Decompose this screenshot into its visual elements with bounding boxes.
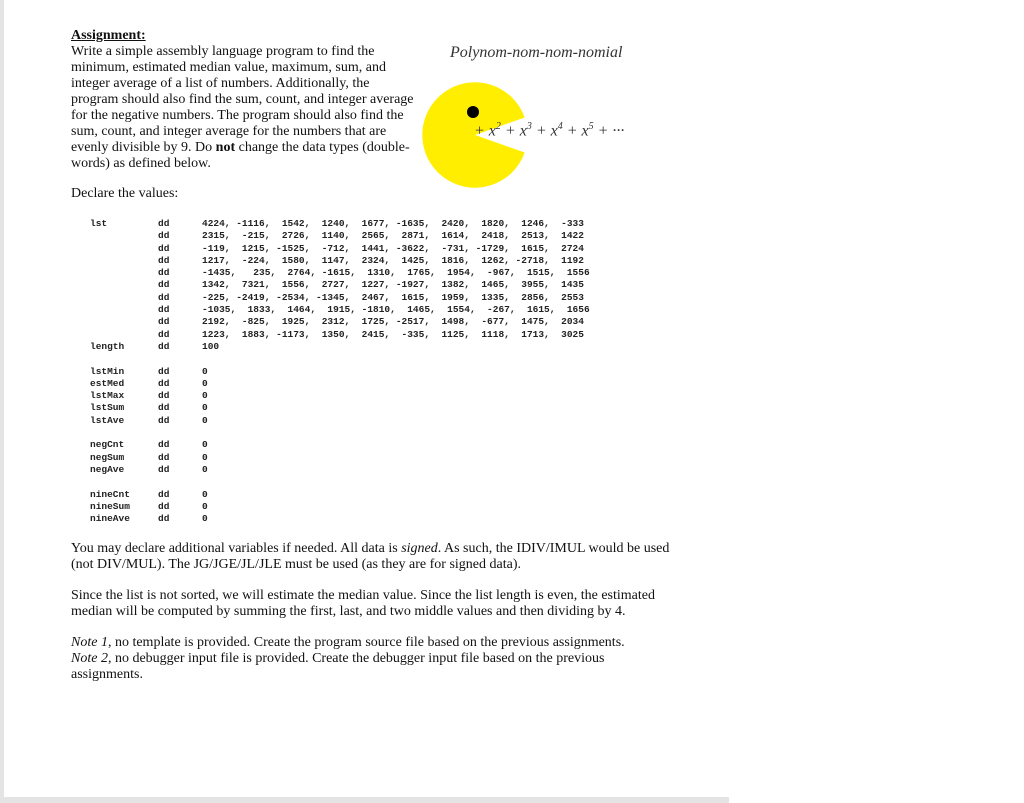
- declare-values-text: Declare the values:: [71, 186, 179, 201]
- var-label: [90, 279, 158, 291]
- var-label: [90, 230, 158, 242]
- data-type: dd: [158, 242, 170, 254]
- intro-text-part1: Write a simple assembly language program to find the minimum, estimated median value, maximum, sum, and integer average of a list of numbers. Additionally, the program should also find the sum, count, and integer average for the negative numbers. The program should also find the sum, count, and integer average for the numbers that are evenly divisible by 9. Do: [71, 44, 414, 155]
- var-row: [90, 464, 590, 476]
- var-label: lstMin: [90, 365, 125, 377]
- note2-label: Note 2: [71, 651, 108, 666]
- data-declarations: [90, 218, 590, 525]
- var-label: negSum: [90, 451, 125, 463]
- var-value: -119, 1215, -1525, -712, 1441, -3622, -731, -1729, 1615, 2724: [202, 242, 584, 254]
- var-value: 0: [202, 365, 208, 377]
- declarations-table: [90, 218, 590, 525]
- var-value: -225, -2419, -2534, -1345, 2467, 1615, 1959, 1335, 2856, 2553: [202, 291, 584, 303]
- var-label: estMed: [90, 377, 125, 389]
- pacman-eye: [467, 106, 479, 118]
- var-value: 1217, -224, 1580, 1147, 2324, 1425, 1816, 1262, -2718, 1192: [202, 254, 584, 266]
- var-label: [90, 255, 158, 267]
- data-type: dd: [158, 414, 170, 426]
- data-type: dd: [158, 279, 170, 291]
- assignment-heading: Assignment:: [71, 28, 146, 43]
- var-value: 1223, 1883, -1173, 1350, 2415, -335, 1125, 1118, 1713, 3025: [202, 328, 584, 340]
- data-type: dd: [158, 365, 170, 377]
- var-row: [90, 402, 590, 414]
- data-type: dd: [158, 500, 170, 512]
- data-type: dd: [158, 230, 170, 242]
- lst-data-row: [90, 329, 590, 341]
- var-row: [90, 489, 590, 501]
- var-label: nineAve: [90, 513, 130, 525]
- length-row: [90, 341, 590, 353]
- note1-text: , no template is provided. Create the program source file based on the previous assignments.: [107, 635, 625, 650]
- var-value: 0: [202, 451, 208, 463]
- data-type: dd: [158, 390, 170, 402]
- data-type: dd: [158, 340, 170, 352]
- data-type: dd: [158, 291, 170, 303]
- var-label: [90, 243, 158, 255]
- data-type: dd: [158, 377, 170, 389]
- var-value: 0: [202, 377, 208, 389]
- page-left-border: [0, 0, 4, 803]
- median-paragraph: Since the list is not sorted, we will estimate the median value. Since the list length is even, the estimated median will be computed by summing the first, last, and two middle values and then dividing by 4.: [71, 588, 655, 619]
- spacer-row: [90, 427, 590, 439]
- var-value: 0: [202, 390, 208, 402]
- var-value: 100: [202, 340, 220, 352]
- lst-data-row: [90, 279, 590, 291]
- p1-text-a: You may declare additional variables if needed. All data is: [71, 541, 402, 556]
- data-type: dd: [158, 304, 170, 316]
- data-type: dd: [158, 328, 170, 340]
- var-row: [90, 452, 590, 464]
- var-label: [90, 329, 158, 341]
- var-row: [90, 439, 590, 451]
- data-type: dd: [158, 267, 170, 279]
- var-label: [90, 316, 158, 328]
- polynomial-series: + $x^2 + x^3 + x^4 + x^5$ + ···: [474, 121, 625, 140]
- var-value: -1435, 235, 2764, -1615, 1310, 1765, 1954, -967, 1515, 1556: [202, 267, 590, 279]
- var-value: 2192, -825, 1925, 2312, 1725, -2517, 1498, -677, 1475, 2034: [202, 316, 584, 328]
- intro-text-part2: change the data types (double-words) as defined below.: [71, 140, 410, 171]
- intro-not-emphasis: not: [215, 140, 236, 155]
- var-label: lstMax: [90, 390, 125, 402]
- lst-data-row: [90, 267, 590, 279]
- var-value: 0: [202, 500, 208, 512]
- var-label: nineSum: [90, 500, 130, 512]
- var-row: [90, 366, 590, 378]
- assignment-intro: [71, 28, 416, 172]
- var-label: [90, 292, 158, 304]
- var-label: length: [90, 340, 125, 352]
- page-bottom-border: [0, 797, 729, 803]
- lst-data-row: [90, 292, 590, 304]
- var-value: 0: [202, 513, 208, 525]
- note1-label: Note 1: [71, 635, 108, 650]
- lst-data-row: [90, 304, 590, 316]
- var-row: [90, 501, 590, 513]
- var-value: 0: [202, 463, 208, 475]
- data-type: dd: [158, 451, 170, 463]
- data-type: dd: [158, 488, 170, 500]
- var-row: [90, 378, 590, 390]
- data-type: dd: [158, 513, 170, 525]
- data-type: dd: [158, 316, 170, 328]
- spacer-row: [90, 353, 590, 365]
- var-label: lst: [90, 218, 108, 229]
- var-label: negCnt: [90, 439, 125, 451]
- var-value: -1035, 1833, 1464, 1915, -1810, 1465, 1554, -267, 1615, 1656: [202, 304, 590, 316]
- notes-paragraph: [71, 635, 671, 683]
- var-label: [90, 267, 158, 279]
- spacer-row: [90, 476, 590, 488]
- lst-data-row: [90, 255, 590, 267]
- var-value: 0: [202, 414, 208, 426]
- data-type: dd: [158, 463, 170, 475]
- var-label: [90, 304, 158, 316]
- lst-data-row: [90, 230, 590, 242]
- var-row: [90, 390, 590, 402]
- var-label: lstAve: [90, 414, 125, 426]
- var-value: 2315, -215, 2726, 1140, 2565, 2871, 1614, 2418, 2513, 1422: [202, 230, 584, 242]
- lst-data-row: [90, 218, 590, 230]
- var-value: 0: [202, 439, 208, 451]
- var-value: 0: [202, 402, 208, 414]
- signed-data-paragraph: [71, 541, 671, 573]
- var-value: 1342, 7321, 1556, 2727, 1227, -1927, 1382, 1465, 3955, 1435: [202, 279, 584, 291]
- var-label: negAve: [90, 463, 125, 475]
- lst-data-row: [90, 316, 590, 328]
- var-label: nineCnt: [90, 488, 130, 500]
- data-type: dd: [158, 254, 170, 266]
- note2-text: , no debugger input file is provided. Create the debugger input file based on the previous assignments.: [71, 651, 605, 682]
- data-type: dd: [158, 402, 170, 414]
- p1-signed-emphasis: signed: [401, 541, 438, 556]
- data-type: dd: [158, 218, 170, 229]
- data-type: dd: [158, 439, 170, 451]
- lst-data-row: [90, 243, 590, 255]
- instructions-text: [71, 541, 671, 698]
- graphic-caption: Polynom-nom-nom-nomial: [450, 44, 623, 61]
- var-row: [90, 415, 590, 427]
- p1-text-b: . As such, the IDIV/IMUL would be used (not DIV/MUL). The JG/JGE/JL/JLE must be used (as they are for signed data).: [71, 541, 670, 572]
- var-value: 0: [202, 488, 208, 500]
- var-value: 4224, -1116, 1542, 1240, 1677, -1635, 2420, 1820, 1246, -333: [202, 218, 584, 229]
- var-label: lstSum: [90, 402, 125, 414]
- var-row: [90, 513, 590, 525]
